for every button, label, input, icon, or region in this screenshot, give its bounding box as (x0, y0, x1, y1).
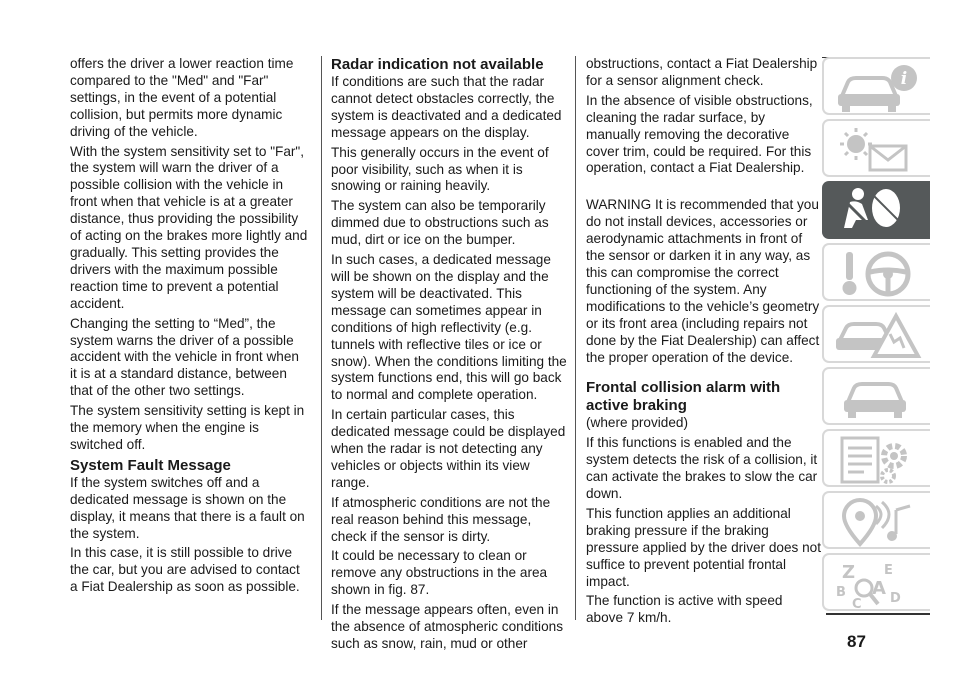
emergency-triangle-icon (830, 310, 926, 362)
page-number: 87 (847, 632, 866, 651)
text-column-2 (331, 56, 567, 656)
text-column-3 (586, 56, 821, 630)
column-divider (575, 56, 576, 620)
paragraph: In certain particular cases, this dedicated message could be displayed when the radar is not detecting any vehicles or objects within its view range. (331, 407, 566, 490)
paragraph: If this functions is enabled and the system detects the risk of a collision, it can activate the brakes to slow the car down. (586, 435, 818, 502)
tab-servicing[interactable] (822, 367, 930, 425)
index-letter: D (890, 591, 901, 606)
index-letter: C (852, 597, 862, 610)
paragraph: This generally occurs in the event of poor visibility, such as when it is snowing or raining heavily. (331, 144, 549, 194)
car-info-icon (830, 62, 926, 114)
paragraph: In this case, it is still possible to drive the car, but you are advised to contact a Fiat Dealership as soon as possible. (70, 545, 300, 595)
multimedia-icon (830, 496, 926, 548)
paragraph: (where provided) (586, 415, 688, 431)
paragraph: With the system sensitivity set to "Far", the system will warn the driver of a possible collision with the vehicle in front when that vehicle is at a greater distance, thus providing the possibility of acting on the brakes more lightly and gradually. This setting provides the drivers with the maximum possible reaction time to prevent a potential accident. (70, 143, 308, 311)
safety-airbag-icon (828, 184, 924, 236)
index-letter: E (884, 563, 893, 578)
section-heading-radar-not-available: Radar indication not available (331, 56, 544, 73)
paragraph: In such cases, a dedicated message will be shown on the display and the system will be deactivated. This message can sometimes appear in conditions of high reflectivity (e.g. tunnels with reflective tiles or ice or snow). When the conditions limiting the system functions end, this will go back to normal and complete operation. (331, 252, 567, 403)
tab-warning-lights[interactable] (822, 119, 930, 177)
index-icon (830, 558, 926, 610)
tab-car-info[interactable] (822, 57, 930, 115)
paragraph: The system can also be temporarily dimmed due to obstructions such as mud, dirt or ice on the bumper. (331, 198, 549, 248)
paragraph: The system sensitivity setting is kept in the memory when the engine is switched off. (70, 403, 305, 452)
paragraph: If the system switches off and a dedicated message is shown on the display, it means that there is a fault on the system. (70, 474, 305, 541)
section-heading-frontal-collision-alarm: Frontal collision alarm with active braking (586, 379, 781, 415)
paragraph: If conditions are such that the radar cannot detect obstacles correctly, the system is deactivated and a dedicated message appears on the display. (331, 74, 562, 140)
text-column-1 (70, 56, 308, 599)
tab-starting-driving[interactable] (822, 243, 930, 301)
paragraph: If the message appears often, even in the absence of atmospheric conditions such as snow, rain, mud or other (331, 602, 563, 651)
svg-text:i: i (900, 69, 908, 89)
paragraph: This function applies an additional braking pressure if the braking pressure applied by the driver does not suffice to prevent potential frontal impact. (586, 505, 822, 589)
paragraph: It could be necessary to clean or remove any obstructions in the area shown in fig. 87. (331, 548, 548, 598)
tab-index[interactable] (822, 553, 930, 611)
section-heading-system-fault: System Fault Message (70, 456, 231, 474)
car-maintenance-icon (830, 372, 926, 424)
index-letter: A (872, 578, 886, 599)
tab-safety[interactable] (822, 181, 930, 239)
paragraph: obstructions, contact a Fiat Dealership for a sensor alignment check. (586, 56, 818, 88)
steering-key-icon (830, 248, 926, 300)
column-divider (321, 56, 322, 620)
paragraph: offers the driver a lower reaction time compared to the "Med" and "Far" settings, in the event of a potential collision, but permits more dynamic driving of the vehicle. (70, 56, 294, 139)
warning-light-message-icon (830, 124, 926, 176)
warning-paragraph: WARNING It is recommended that you do not install devices, accessories or aerodynamic attachments in front of the sensor or darken it in any way, as this can compromise the correct functioning of the system. Any modifications to the vehicle’s geometry or its front area (including repairs not done by the Fiat Dealership) can affect the proper operation of the device. (586, 197, 820, 365)
index-letter: Z (842, 562, 856, 583)
paragraph: If atmospheric conditions are not the real reason behind this message, check if the sensor is dirty. (331, 494, 551, 544)
paragraph: Changing the setting to “Med”, the system warns the driver of a possible accident with the vehicle in front when it is at a standard distance, between that of the other two settings. (70, 315, 299, 399)
tab-technical-data[interactable] (822, 429, 930, 487)
paragraph: In the absence of visible obstructions, cleaning the radar surface, by manually removing the decorative cover trim, could be required. For this operation, contact a Fiat Dealership. (586, 92, 813, 176)
technical-data-icon (830, 434, 926, 486)
index-letter: B (836, 585, 846, 600)
tab-in-an-emergency[interactable] (822, 305, 930, 363)
paragraph: The function is active with speed above 7 km/h. (586, 593, 783, 626)
tab-multimedia[interactable] (822, 491, 930, 549)
chapter-tabs (822, 57, 930, 615)
